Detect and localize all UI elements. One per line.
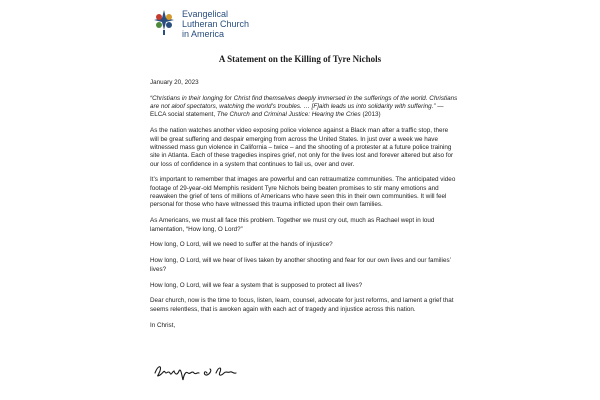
epigraph-source-year: (2013) [360,111,381,119]
paragraph: It’s important to remember that images are powerful and can retraumatize communities. The anticipated video footage of 29-year-old Memphis resident Tyre Nichols being beaten promises to stir many emotions and reawaken the grief of tens of millions of Americans who have seen this in their own communities. It will feel personal for those who have witnessed this trauma inflicted upon their own families. [150,176,456,209]
epigraph-quote: “Christians in their longing for Christ find themselves deeply immersed in the sufferings of the world. Christians are not aloof spectators, watching the world’s troubles. … [F]aith leads us into solidarity with suffering.” [150,94,458,111]
paragraph: How long, O Lord, will we fear a system that is supposed to protect all lives? [150,281,363,289]
paragraph: Dear church, now is the time to focus, listen, learn, counsel, advocate for just reforms, and lament a grief that seems relentless, that is awoken again with each act of tragedy and injustice across this nation. [150,297,454,313]
epigraph [150,95,458,120]
elca-cross-logo-icon [150,8,178,36]
org-name-line: Evangelical [182,9,229,19]
paragraph: As the nation watches another video exposing police violence against a Black man after a traffic stop, there will be great suffering and despair emerging from across the United States. In just over a week we have witnessed mass gun violence in California – twice – and the shooting of a protester at a future police training site in Atlanta. Each of these tragedies inspires grief, not only for the lives lost and forever altered but also for our loss of confidence in a system that continues to fail us, over and over. [150,127,454,168]
document-body [150,79,458,337]
document-title: A Statement on the Killing of Tyre Nichols [218,54,382,64]
handwritten-signature [152,361,252,383]
paragraph: How long, O Lord, will we need to suffer at the hands of injustice? [150,241,333,249]
closing: In Christ, [150,321,176,329]
epigraph-attribution: —ELCA social statement, [150,103,444,119]
org-name [182,9,249,39]
paragraph: As Americans, we must all face this problem. Together we must cry out, much as Rachael wept in loud lamentation, “How long, O Lord?” [150,217,435,233]
elca-logo [150,8,290,38]
paragraph: How long, O Lord, will we hear of lives taken by another shooting and fear for our own lives and our families’ lives? [150,257,451,273]
org-name-line: Lutheran Church [182,19,250,29]
epigraph-source-title: The Church and Criminal Justice: Hearing the Cries [216,111,361,119]
org-name-line: in America [182,29,225,39]
date: January 20, 2023 [150,79,199,86]
